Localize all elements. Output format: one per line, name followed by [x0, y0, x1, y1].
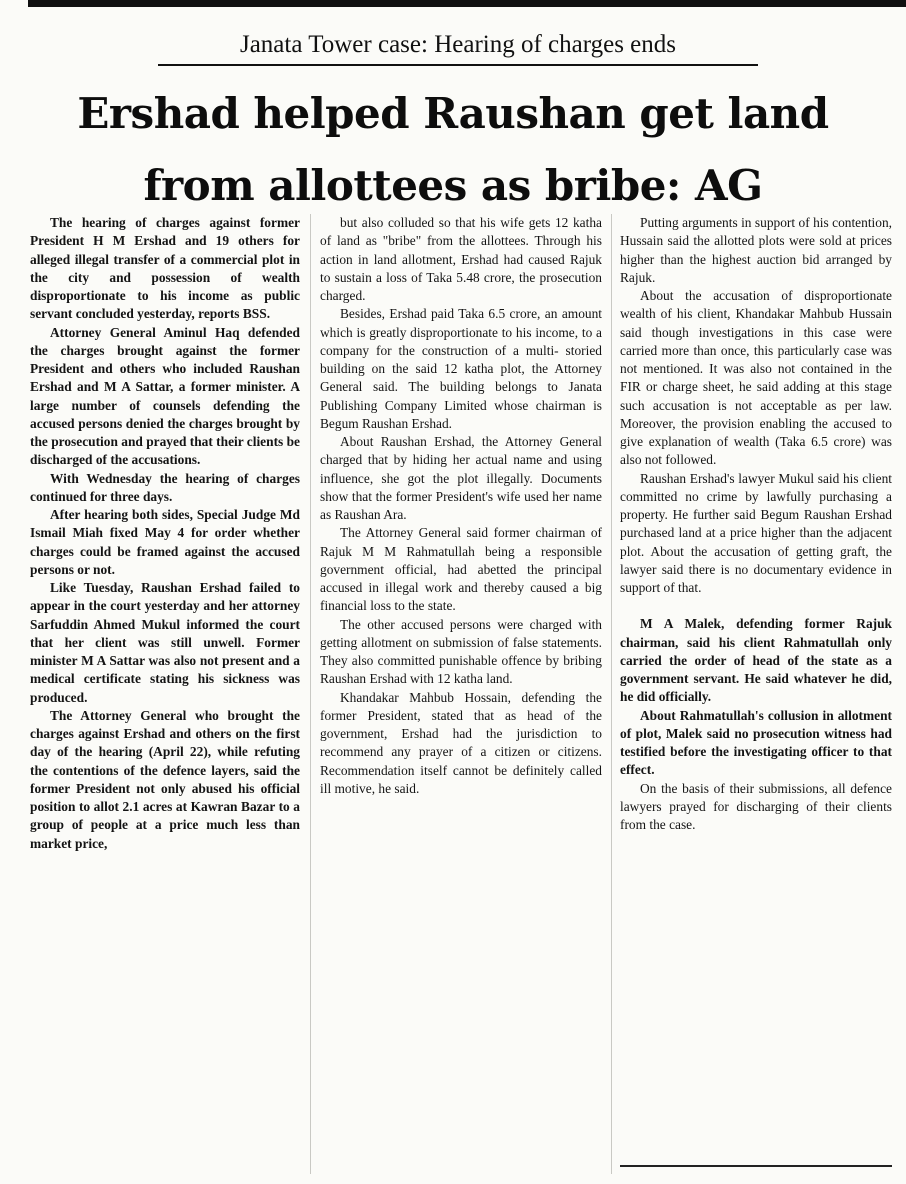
- column-divider: [310, 214, 311, 1174]
- paragraph: About Raushan Ershad, the Attorney General charged that by hiding her actual name and using influence, she got the plot illegally. Documents show that the former President's wife used her name as Raushan Ara.: [320, 434, 602, 522]
- column-divider: [611, 214, 612, 1174]
- kicker: Janata Tower case: Hearing of charges ends: [239, 31, 677, 58]
- paragraph: About Rahmatullah's collusion in allotment of plot, Malek said no prosecution witness had testified before the investigating officer to that effect.: [620, 707, 892, 778]
- paragraph: After hearing both sides, Special Judge Md Ismail Miah fixed May 4 for order whether charges could be framed against the accused persons or not.: [30, 507, 300, 577]
- bottom-rule: [620, 1165, 892, 1167]
- paragraph: On the basis of their submissions, all defence lawyers prayed for discharging of their clients from the case.: [620, 780, 892, 832]
- headline-line-2: from allottees as bribe: AG: [143, 161, 763, 210]
- paragraph: With Wednesday the hearing of charges continued for three days.: [30, 470, 300, 504]
- paragraph: M A Malek, defending former Rajuk chairman, said his client Rahmatullah only carried the order of head of the state as a government servant. He said whatever he did, he did officially.: [620, 616, 892, 705]
- headline-line-1: Ershad helped Raushan get land: [77, 89, 829, 138]
- top-rule: [28, 0, 906, 7]
- paragraph: The other accused persons were charged with getting allotment on submission of false statements. They also committed punishable offence by bribing Raushan Ershad with 12 katha land.: [320, 616, 602, 687]
- headline: [0, 78, 906, 222]
- paragraph: Besides, Ershad paid Taka 6.5 crore, an amount which is greatly disproportionate to his income, to a company for the construction of a multi- storied building on the said 12 katha plot, the Attorney General said. The building belongs to Janata Publishing Company Limited whose chairman is Begum Raushan Ershad.: [320, 306, 602, 431]
- paragraph: The Attorney General said former chairman of Rajuk M M Rahmatullah being a responsible government official, had abetted the principal accused in illegal work and thereby caused a big financial loss to the state.: [320, 525, 602, 614]
- paragraph: Like Tuesday, Raushan Ershad failed to appear in the court yesterday and her attorney Sarfuddin Ahmed Mukul informed the court that her client was still unwell. Former minister M A Sattar was also not present and a medical certificate stating his sickness was produced.: [30, 580, 300, 705]
- paragraph: About the accusation of disproportionate wealth of his client, Khandakar Mahbub Hussain said though investigations in this case were carried more than once, this particularly case was not mentioned. It was also not contained in the FIR or charge sheet, he said adding at this stage such accusation is not acceptable as per law. Moreover, the provision enabling the accused to give explanation of wealth (Taka 6.5 crore) was also not followed.: [620, 288, 892, 468]
- article-column-1: [30, 214, 300, 1184]
- paragraph: The hearing of charges against former President H M Ershad and 19 others for alleged illegal transfer of a commercial plot in the city and possession of wealth disproportionate to his income as public servant concluded yesterday, reports BSS.: [30, 215, 300, 322]
- paragraph: but also colluded so that his wife gets 12 katha of land as "bribe" from the allottees. Through his action in land allotment, Ershad had caused Rajuk to sustain a loss of Taka 5.48 crore, the prosecution charged.: [320, 215, 602, 303]
- paragraph: Khandakar Mahbub Hossain, defending the former President, stated that as head of the government, Ershad had the jurisdiction to recommend any prayer of a citizen or citizens. Recommendation itself cannot be definitely called ill motive, he said.: [320, 689, 602, 796]
- kicker-rule: [158, 64, 758, 66]
- paragraph: The Attorney General who brought the charges against Ershad and others on the first day of the hearing (April 22), while refuting the contentions of the defence layers, said the former President not only abused his official position to allot 2.1 acres at Kawran Bazar to a group of people at a price much less than market price,: [30, 707, 300, 851]
- article-column-2: [320, 214, 602, 1184]
- paragraph: Raushan Ershad's lawyer Mukul said his client committed no crime by lawfully purchasing a property. He further said Begum Raushan Ershad purchased land at a price higher than the adjacent plot. About the accusation of getting graft, the lawyer said there is no documentary evidence in support of that.: [620, 470, 892, 595]
- paragraph: Putting arguments in support of his contention, Hussain said the allotted plots were sold at prices higher than the highest auction bid arranged by Rajuk.: [620, 215, 892, 285]
- paragraph: Attorney General Aminul Haq defended the charges brought against the former President and others who included Raushan Ershad and M A Sattar, a former minister. A large number of counsels defending the accused persons denied the charges brought by the prosecution and prayed that their clients be discharged of the accusations.: [30, 324, 300, 468]
- article-column-3: [620, 214, 892, 1174]
